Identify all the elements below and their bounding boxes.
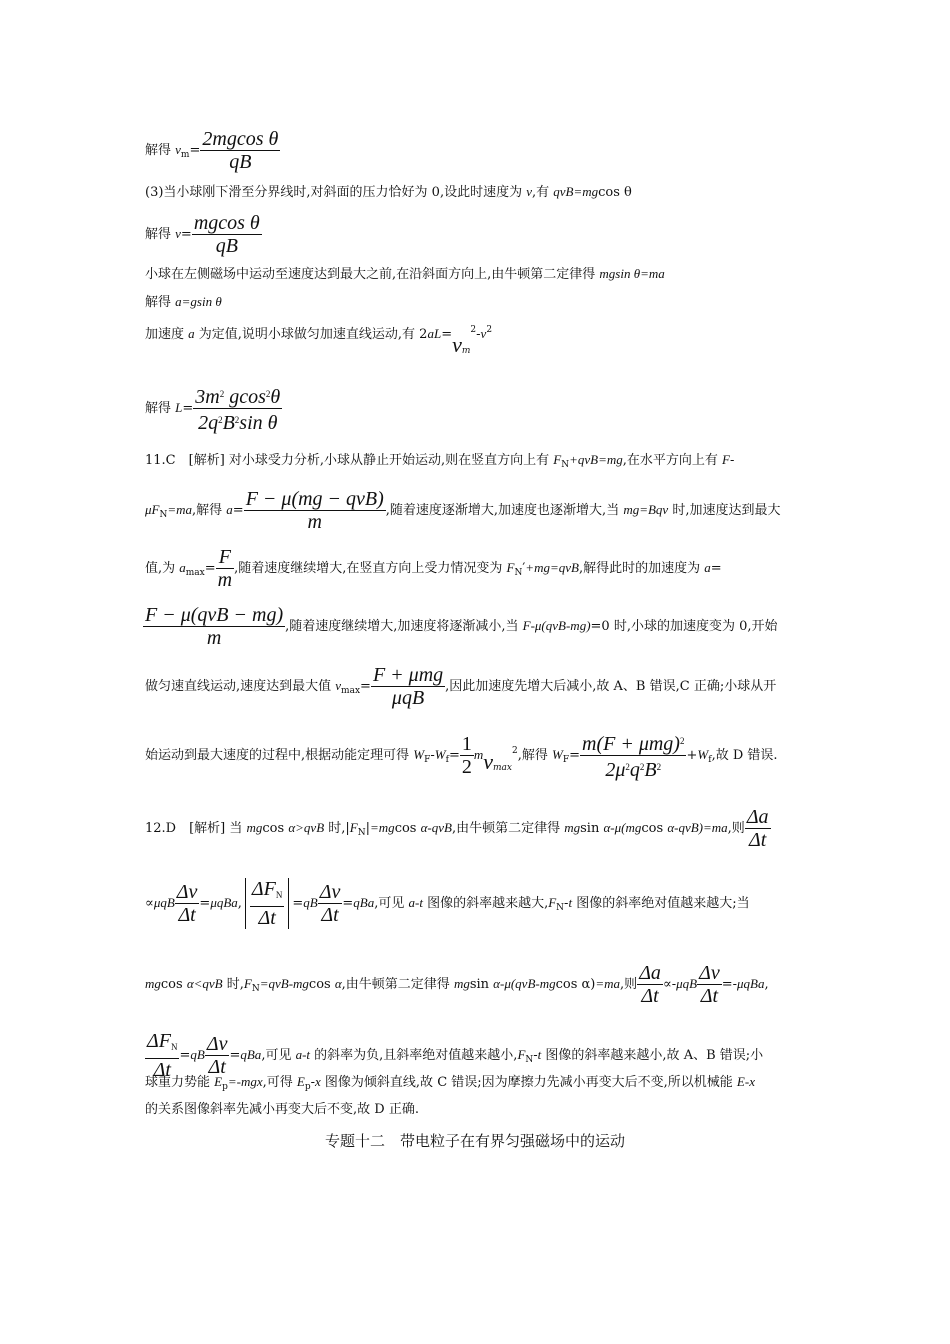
fraction: $\frac{\text{2mgcos θ}}{qB}$ [202,128,279,173]
problem-11-line-6: 始运动到最大速度的过程中,根据动能定理可得 $W_F-W_f=$ $\frac{1}{2}$ $mv_{max}^2$,解得 $W_F=$ $m(F + \mu mg)^2$ $2\mu^2q^2B^2$ $+W_f$,故 D 错误. [145,730,778,781]
absolute-value: $\Delta F_N$ Δt [245,878,289,929]
fraction: $\frac{\Delta v}{\Delta t}$ [699,962,720,1007]
newton-law-line: 小球在左侧磁场中运动至速度达到最大之前,在沿斜面方向上,由牛顿第二定律得 mgsin θ=ma [145,266,665,282]
problem-12-line-6: 的关系图像斜率先减小再变大后不变,故 D 正确. [145,1102,419,1117]
problem-12-line-5: 球重力势能 $E_p=$-mgx,可得 $E_p-x$ 图像为倾斜直线,故 C 错误;因为摩擦力先减小再变大后不变,所以机械能 E-x [145,1074,755,1092]
fraction: $\frac{\Delta a}{\Delta t}$ [746,806,769,851]
fraction: F − μ(mg − qvB) m [245,488,384,533]
solution-L: 解得 L= $\frac{3m^2 gcos^2\theta}{2q^2B^2\sin \theta}$ [145,383,282,434]
fraction: $\frac{F}{m}$ [217,546,233,591]
fraction: $\frac{\Delta a}{\Delta t}$ [639,962,661,1007]
problem-11-line-5: 做匀速直线运动,速度达到最大值 $v_{max}=$ F + μmg μqB ,因此加速度先增大后减小,故 A、B 错误,C 正确;小球从开 [145,664,777,709]
solution-a: 解得 a=gsin θ [145,294,222,310]
fraction: $\Delta F_N$ Δt [147,1030,178,1081]
fraction: F + μmg μqB [372,664,444,709]
section-title: 专题十二 带电粒子在有界匀强磁场中的运动 [324,1132,625,1150]
problem-11-line-3: 值,为 $a_{max}=$ $\frac{F}{m}$ ,随着速度继续增大,在竖直方向上受力情况变为 $F_N'+mg=qvB$,解得此时的加速度为 a= [145,546,722,591]
problem-12-line-3: mgcos α<qvB 时$,F_N=qvB$-mgcos α,由牛顿第二定律得 mgsin α-μ(qvB-mgcos α)=ma,则 $\frac{\Delta a}{\Delta t}$ ∝-μqB $\frac{\Delta v}{\Delta t}$ =-μqBa, [145,962,769,1007]
fraction: $\frac{\text{mgcos θ}}{qB}$ [193,212,260,257]
solution-vm: 解得 $v_m=$ $\frac{\text{2mgcos θ}}{qB}$ [145,128,279,173]
solution-v: 解得 v= $\frac{\text{mgcos θ}}{qB}$ [145,212,260,257]
fraction: $\frac{3m^2 gcos^2\theta}{2q^2B^2\sin \theta}$ [193,383,282,434]
problem-12-line-1: 12.D [解析] 当 mgcos α>qvB 时$,|F_N|=mgcos$ α-qvB,由牛顿第二定律得 mgsin α-μ(mgcos α-qvB)=ma,则 $\frac{\Delta a}{\Delta t}$ [145,806,769,851]
problem-12-line-2: ∝μqB $\frac{\Delta v}{\Delta t}$ =μqBa, $\Delta F_N$ Δt =qB $\frac{\Delta v}{\Delta t}$ =qBa,可见 a-t 图像的斜率越来越大$,F_N-t$ 图像的斜率绝对值越来越大;当 [145,878,750,929]
fraction: $\frac{\Delta v}{\Delta t}$ [206,1033,228,1078]
paragraph-3: (3)当小球刚下滑至分界线时,对斜面的压力恰好为 0,设此时速度为 v,有 qvB=mgcos θ [145,184,632,200]
problem-12-line-4: $\Delta F_N$ Δt =qB $\frac{\Delta v}{\Delta t}$ =qBa,可见 a-t 的斜率为负,且斜率绝对值越来越小$,F_N-t$ 图像的斜率越来越小,故 A、B 错误;小 [147,1030,764,1081]
fraction: $m(F + \mu mg)^2$ $2\mu^2q^2B^2$ [580,730,686,781]
problem-11-line-1: 11.C [解析] 对小球受力分析,小球从静止开始运动,则在竖直方向上有 $F_N+qvB=mg$,在水平方向上有 F- [145,452,735,470]
fraction: $\frac{1}{2}$ [461,733,472,778]
problem-11-line-4: F − μ(qvB − mg) m ,随着速度继续增大,加速度将逐渐减小,当 F-μ(qvB-mg)=0 时,小球的加速度变为 0,开始 [145,604,778,649]
fraction: $\frac{\Delta v}{\Delta t}$ [176,881,198,926]
fraction: F − μ(qvB − mg) m [145,604,284,649]
acceleration-line: 加速度 a 为定值,说明小球做匀加速直线运动,有 $2aL=v_m^2-v^2$ [145,325,493,357]
fraction: $\frac{\Delta v}{\Delta t}$ [319,881,341,926]
problem-11-line-2: $\mu F_N=ma$,解得 a= F − μ(mg − qvB) m ,随着速度逐渐增大,加速度也逐渐增大,当 mg=Bqv 时,加速度达到最大 [145,488,781,533]
